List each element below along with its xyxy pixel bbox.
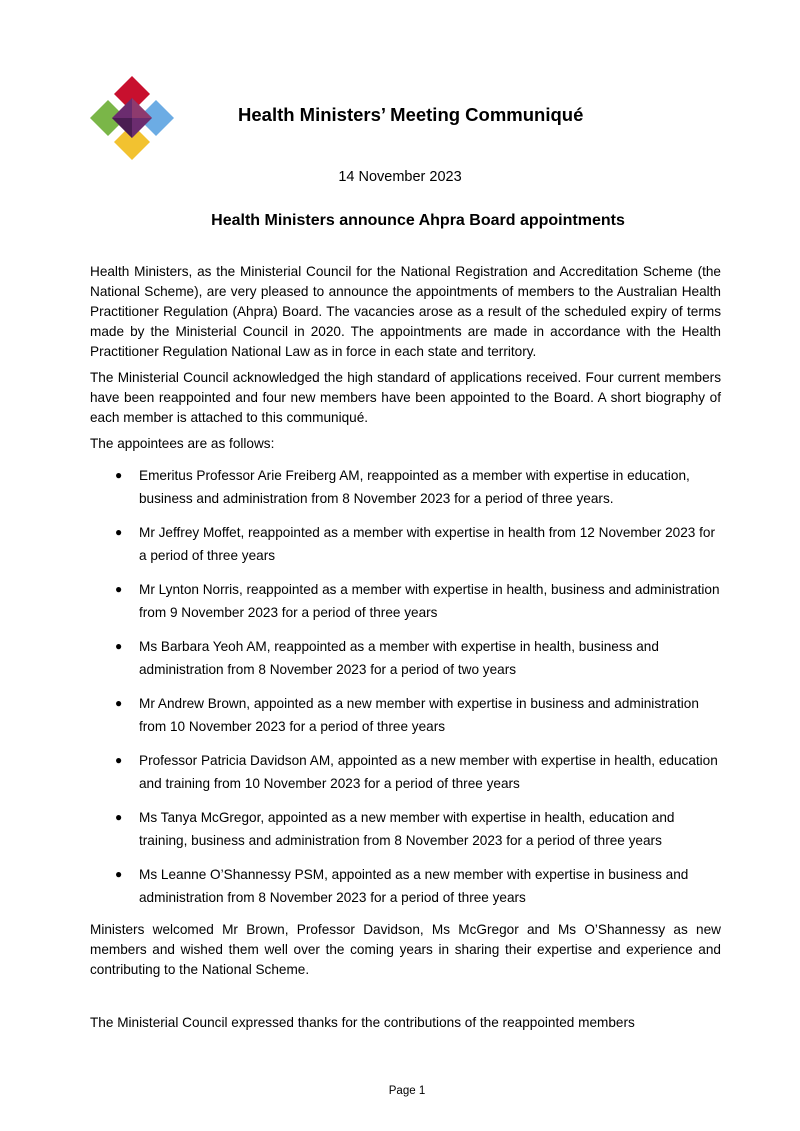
intro-paragraph: Health Ministers, as the Ministerial Council for the National Registration and Accreditation Scheme (the National Scheme), are very pleased to announce the appointments of members to the Australian Health Practitioner Regulation (Ahpra) Board. The vacancies arose as a result of the scheduled expiry of terms made by the Ministerial Council in 2020. The appointments are made in accordance with the Health Practitioner Regulation National Law as in force in each state and territory.: [90, 264, 721, 359]
bullet-icon: ●: [115, 696, 123, 710]
bullet-icon: ●: [115, 639, 123, 653]
bullet-icon: ●: [115, 753, 123, 767]
appointees-list: [90, 464, 721, 909]
appointee-text: Ms Leanne O’Shannessy PSM, appointed as a new member with expertise in business and administration from 8 November 2023 for a period of three years: [139, 867, 689, 905]
list-item: [90, 635, 721, 681]
list-item: [90, 521, 721, 567]
appointee-text: Ms Barbara Yeoh AM, reappointed as a member with expertise in health, business and administration from 8 November 2023 for a period of two years: [139, 639, 659, 677]
appointee-text: Mr Lynton Norris, reappointed as a member with expertise in health, business and administration from 9 November 2023 for a period of three years: [139, 582, 720, 620]
communique-body: [90, 262, 721, 1039]
list-item: [90, 464, 721, 510]
thanks-paragraph: The Ministerial Council expressed thanks for the contributions of the reappointed members: [90, 1015, 635, 1030]
list-item: [90, 749, 721, 795]
communique-date: 14 November 2023: [338, 169, 462, 185]
diamond-mosaic-logo: [90, 76, 174, 160]
logo-graphic: [90, 76, 174, 160]
bullet-icon: ●: [115, 468, 123, 482]
bullet-icon: ●: [115, 810, 123, 824]
list-item: [90, 863, 721, 909]
appointee-text: Ms Tanya McGregor, appointed as a new member with expertise in health, education and training, business and administration from 8 November 2023 for a period of three years: [139, 810, 675, 848]
bullet-icon: ●: [115, 525, 123, 539]
bullet-icon: ●: [115, 582, 123, 596]
welcome-paragraph: Ministers welcomed Mr Brown, Professor Davidson, Ms McGregor and Ms O’Shannessy as new members and wished them well over the coming years in sharing their expertise and experience and contributing to the National Scheme.: [90, 922, 721, 977]
page-number: Page 1: [388, 1085, 426, 1097]
appointees-intro: The appointees are as follows:: [90, 436, 275, 451]
document-title: Health Ministers’ Meeting Communiqué: [238, 104, 584, 125]
appointee-text: Mr Andrew Brown, appointed as a new member with expertise in business and administration from 10 November 2023 for a period of three years: [139, 696, 699, 734]
appointee-text: Emeritus Professor Arie Freiberg AM, reappointed as a member with expertise in education, business and administration from 8 November 2023 for a period of three years.: [139, 468, 690, 506]
announcement-heading: Health Ministers announce Ahpra Board appointments: [211, 212, 625, 229]
list-item: [90, 578, 721, 624]
appointee-text: Mr Jeffrey Moffet, reappointed as a member with expertise in health from 12 November 2023 for a period of three years: [139, 525, 716, 563]
appointee-text: Professor Patricia Davidson AM, appointed as a new member with expertise in health, education and training from 10 November 2023 for a period of three years: [139, 753, 718, 791]
list-item: [90, 806, 721, 852]
applications-paragraph: The Ministerial Council acknowledged the high standard of applications received. Four current members have been reappointed and four new members have been appointed to the Board. A short biography of each member is attached to this communiqué.: [90, 370, 721, 425]
list-item: [90, 692, 721, 738]
bullet-icon: ●: [115, 867, 123, 881]
